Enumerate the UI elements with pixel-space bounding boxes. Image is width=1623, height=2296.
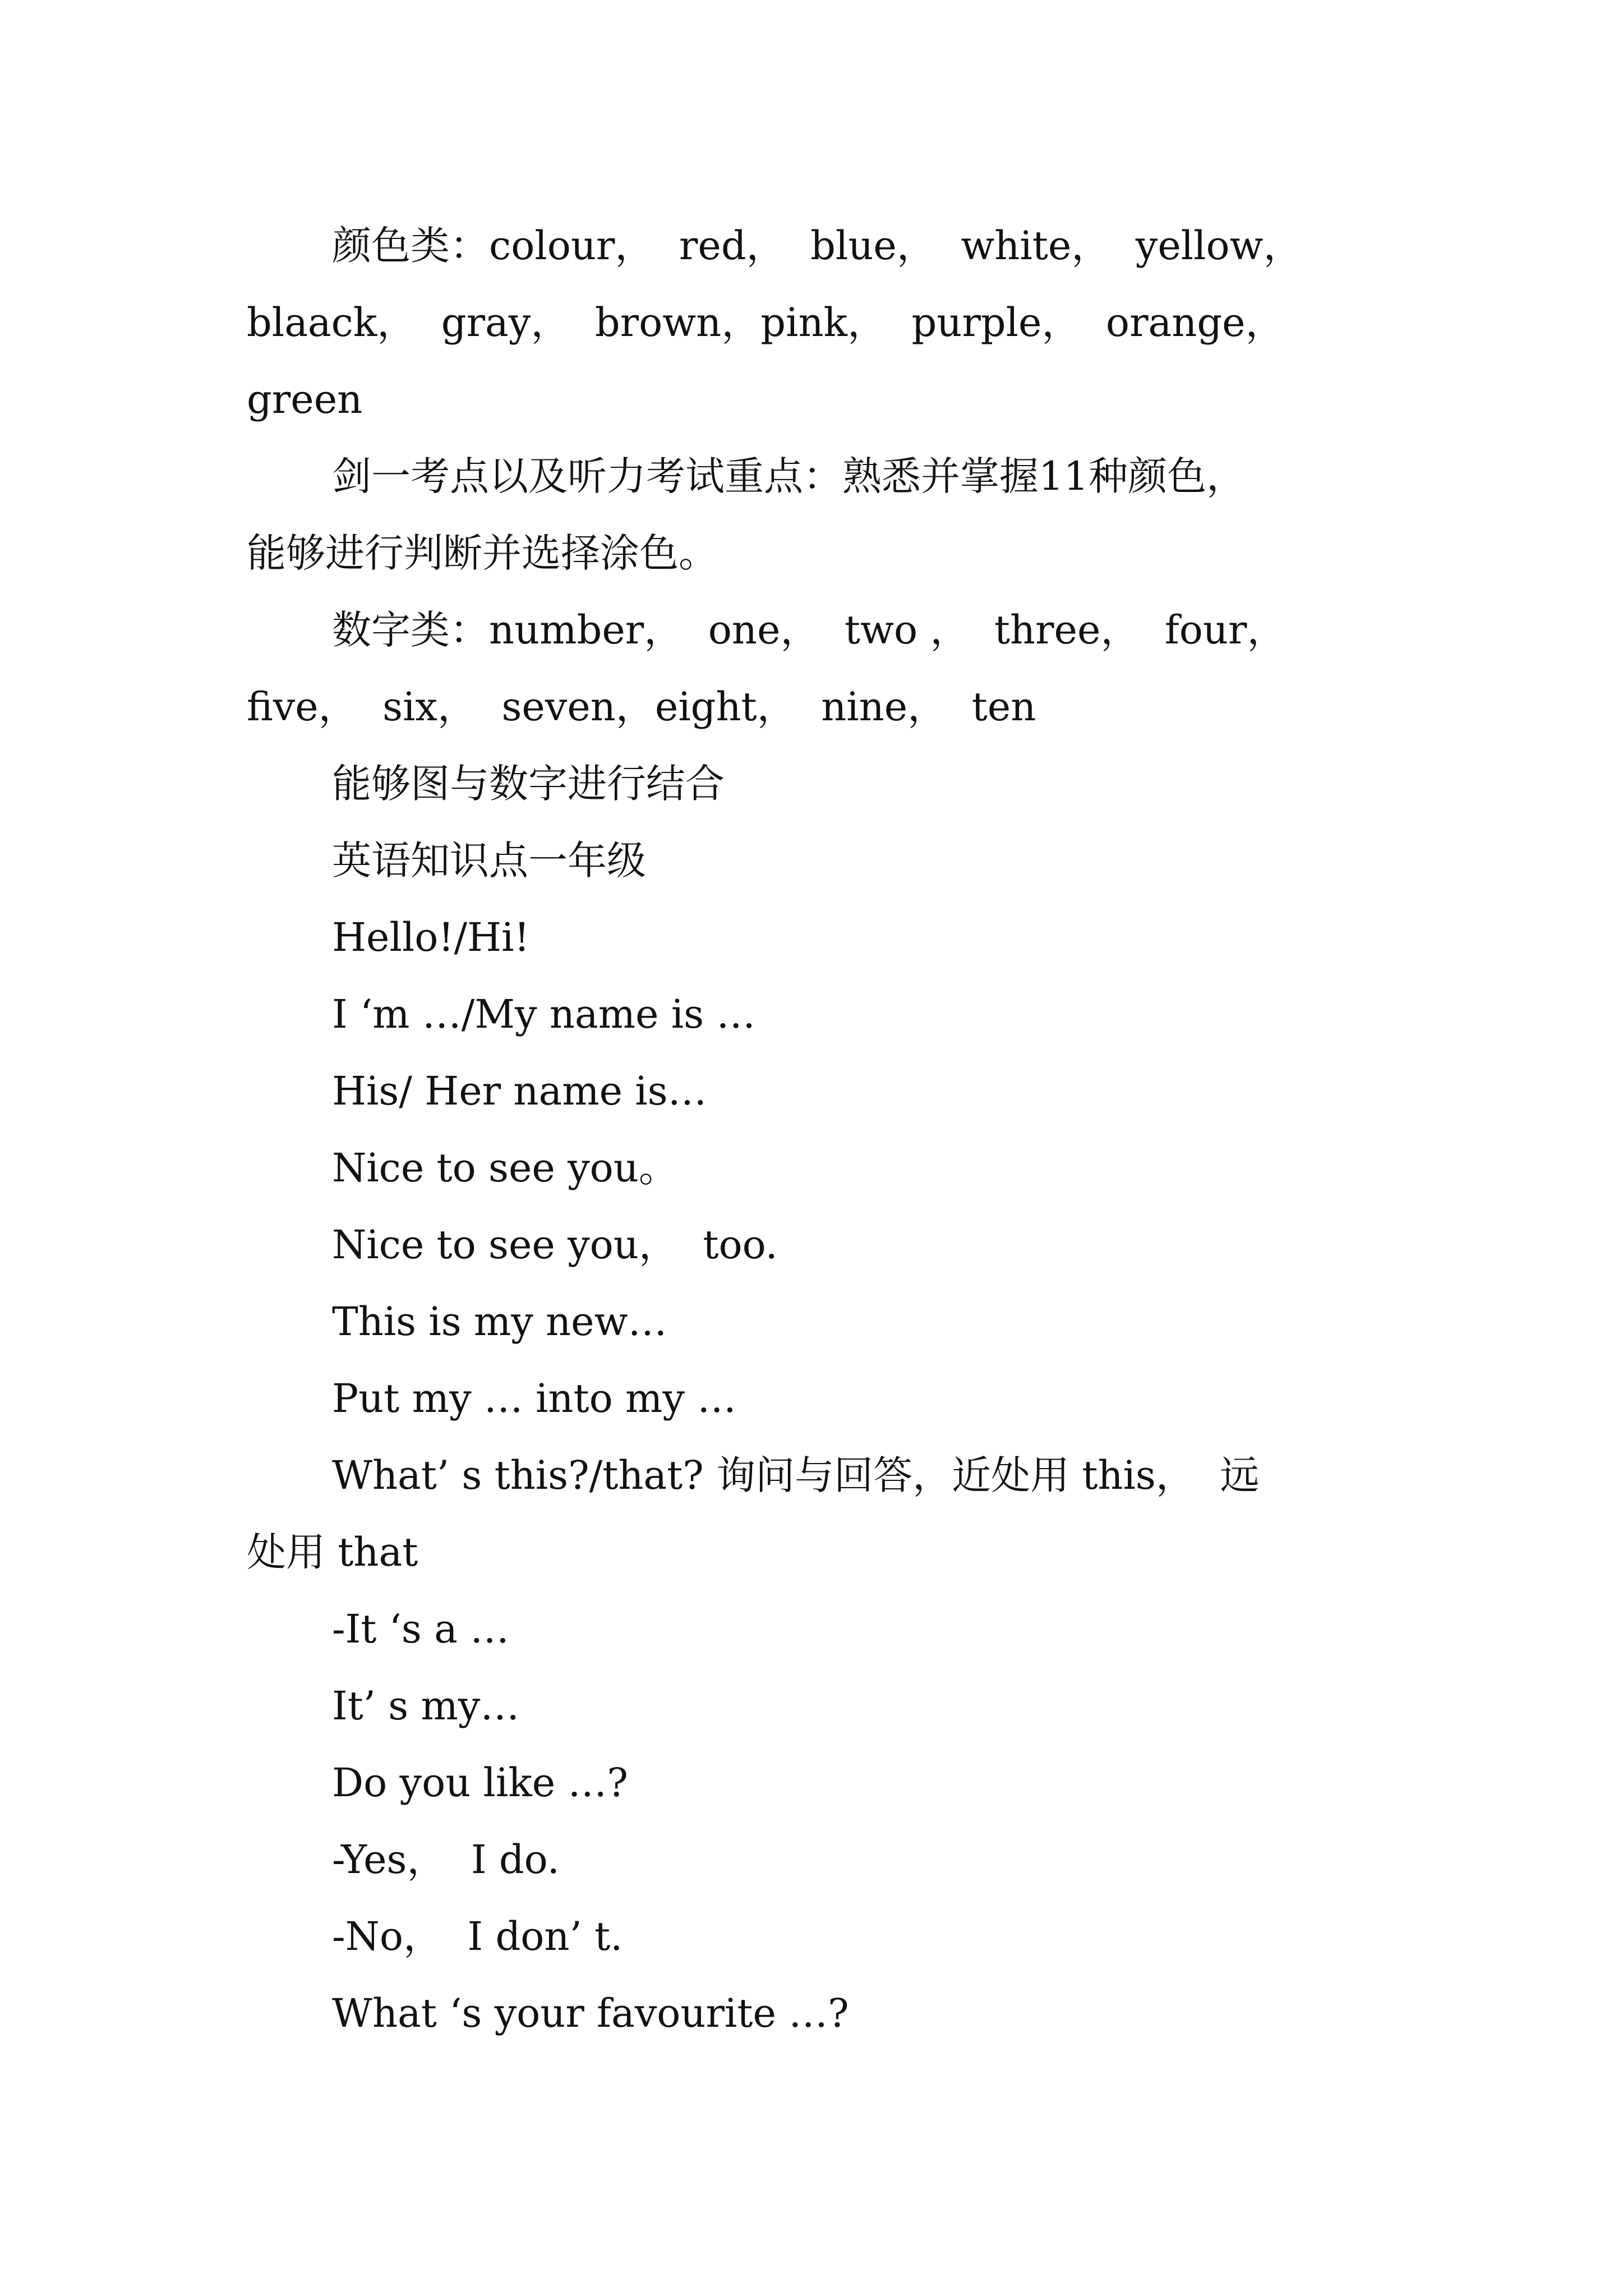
text-line-numbers-note: 能够图与数字进行结合 (332, 761, 725, 807)
text-line-no-i-dont: -No， I don’ t. (332, 1913, 623, 1959)
text-line-put-my: Put my … into my … (332, 1375, 737, 1421)
text-line-whats-your-favourite: What ‘s your favourite …? (332, 1990, 849, 2036)
text-line-whats-this-1: What’ s this?/that? 询问与回答，近处用 this， 远 (332, 1452, 1260, 1498)
text-line-exam-point-2: 能够进行判断并选择涂色。 (247, 530, 718, 576)
section-heading: 英语知识点一年级 (332, 838, 646, 884)
text-line-exam-point-1: 剑一考点以及听力考试重点：熟悉并掌握11种颜色， (332, 453, 1246, 499)
text-line-my-name: I ‘m …/My name is … (332, 991, 756, 1037)
document-body (247, 208, 1391, 2052)
text-line-its-my: It’ s my… (332, 1683, 520, 1729)
text-line-yes-i-do: -Yes， I do. (332, 1837, 560, 1883)
text-line-numbers-1: 数字类：number， one， two ， three， four， (332, 607, 1287, 653)
text-line-hello: Hello!/Hi! (332, 914, 530, 960)
text-line-colours-3: green (247, 376, 363, 422)
text-line-nice-to-see-you: Nice to see you。 (332, 1145, 678, 1191)
text-line-colours-2: blaack， gray， brown，pink， purple， orange， (247, 300, 1285, 346)
text-line-colours-1: 颜色类：colour， red， blue， white， yellow， (332, 223, 1303, 269)
text-line-nice-to-see-you-too: Nice to see you， too. (332, 1222, 778, 1268)
text-line-his-her-name: His/ Her name is… (332, 1068, 707, 1114)
text-line-whats-this-2: 处用 that (247, 1529, 418, 1575)
text-line-this-is-my-new: This is my new… (332, 1299, 667, 1345)
text-line-numbers-2: five， six， seven，eight， nine， ten (247, 684, 1036, 730)
text-line-do-you-like: Do you like …? (332, 1760, 628, 1806)
text-line-its-a: -It ‘s a … (332, 1606, 510, 1652)
